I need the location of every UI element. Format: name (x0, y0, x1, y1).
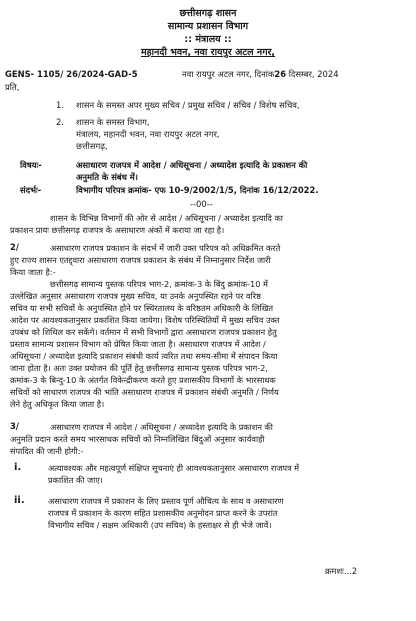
point-line: अत्यावश्यक और महत्वपूर्ण संक्षिप्त सूचनाएं ही आवश्यकतानुसार असाधारण राजपत्र में (48, 463, 300, 473)
prati-label: प्रति, (5, 82, 20, 92)
office-address: महानदी भवन, नवा रायपुर अटल नगर, (140, 47, 276, 58)
reference-number: GENS- 1105/ 26/2024-GAD-5 (5, 69, 138, 79)
ministry-title: :: मंत्रालय :: (184, 34, 232, 45)
subject-line-1: असाधारण राजपत्र में आदेश / अधिसूचना / अध्यादेश इत्यादि के प्रकाशन की (76, 160, 308, 170)
date-suffix: दिसम्बर, 2024 (288, 69, 339, 79)
recipient-2-number: 2. (56, 117, 64, 127)
para2-line: प्रस्ताव सामान्य प्रशासन विभाग को प्रेषित किया जाता है। असाधारण राजपत्र में आदेश / (10, 339, 266, 349)
point-i-number: i. (14, 462, 22, 473)
para3-number: 3/ (10, 421, 19, 431)
para2-number: 2/ (10, 242, 19, 252)
subject-label: विषयः- (20, 160, 42, 170)
para2-line: सचिवों को साधारण राजपत्र की भांति असाधारण राजपत्र में प्रकाशन संबंधी अनुमति / निर्णय (10, 387, 279, 397)
subject-line-2: अनुमति के संबंध में। (76, 172, 138, 182)
para2-line: हुए राज्य शासन एतद्द्वारा असाधारण राजपत्र प्रकाशन के संबंध में निम्नानुसार निर्देश जारी (10, 255, 271, 265)
intro-line: प्रकाशन प्रायः छत्तीसगढ़ राजपत्र के असाधारण अंकों में कराया जा रहा है। (10, 225, 225, 235)
intro-line: शासन के विभिन्न विभागों की ओर से आदेश / अधिसूचना / अध्यादेश इत्यादि का (50, 213, 283, 223)
paragraph-3 (10, 421, 402, 457)
para2-line: उपबंध को शिथिल कर सकेंगे। वर्तमान में सभी विभागों द्वारा असाधारण राजपत्र प्रकाशन हेतु (10, 327, 277, 337)
para2-line: क्रमांक-3 के बिन्दु-10 के अंतर्गत विकेन्द्रीकरण करते हुए प्रशासकीय विभागों के भारसाधक (10, 375, 276, 385)
para2-line: सचिव या सभी सचिवों के अनुपस्थित होने पर स्थिरतालय के वरिष्ठतम अधिकारी के लिखित (10, 303, 274, 313)
para2-line: अधिसूचना / अध्यादेश इत्यादि प्रकाशन संबंधी कार्य त्वरित तथा समय-सीमा में संपादन किया (10, 351, 278, 361)
reference-label: संदर्भः- (20, 185, 42, 195)
para3-line: अनुमति प्रदान करते समय भारसाधक सचिवों को निम्नलिखित बिंदुओं अनुसार कार्यवाही (10, 434, 265, 444)
recipient-1-number: 1. (56, 100, 64, 110)
para3-line: संपादित की जानी होगी:- (10, 446, 84, 456)
department-title: सामान्य प्रशासन विभाग (167, 21, 249, 32)
continued-marker: क्रमशः...2 (325, 566, 358, 576)
para2-line: उल्लेखित अनुसार असाधारण राजपत्र मुख्य सचिव, या उनके अनुपस्थित रहने पर वरिष्ठ (10, 291, 261, 301)
recipient-2-line-3: छत्तीसगढ़, (76, 141, 108, 151)
separator: --00-- (190, 199, 213, 209)
point-ii-text (48, 495, 403, 531)
reference-text: विभागीय परिपत्र क्रमांक- एफ 10-9/2002/1/5, दिनांक 16/12/2022. (76, 185, 319, 195)
recipient-1-text: शासन के समस्त अपर मुख्य सचिव / प्रमुख सचिव / सचिव / विशेष सचिव, (76, 100, 300, 110)
paragraph-2 (10, 242, 402, 410)
recipient-2-line-1: शासन के समस्त विभाग, (76, 117, 150, 127)
para2-line: आदेश पर आवश्यकतानुसार प्रकाशित किया जायेगा। विशेष परिस्थितियों में मुख्य सचिव उक्त (10, 315, 280, 325)
government-title: छत्तीसगढ़ शासन (179, 8, 237, 19)
para2-line: असाधारण राजपत्र प्रकाशन के संदर्भ में जारी उक्त परिपत्र को अधिक्रमित करते (50, 243, 281, 253)
point-line: प्रकाशित की जाए। (48, 475, 103, 485)
point-line: राजपत्र में प्रकाशन के कारण सहित प्रशासकीय अनुमोदन प्राप्त करने के उपरांत (48, 508, 278, 518)
recipient-2-line-2: मंत्रालय, महानदी भवन, नवा रायपुर अटल नगर, (76, 129, 220, 139)
date-prefix: नवा रायपुर अटल नगर, दिनांक (182, 69, 275, 79)
para2-line: छत्तीसगढ़ सामान्य पुस्तक परिपत्र भाग-2, क्रमांक-3 के बिंदु क्रमांक-10 में (50, 279, 268, 289)
point-line: असाधारण राजपत्र में प्रकाशन के लिए प्रस्ताव पूर्ण औचित्य के साथ व असाधारण (48, 496, 284, 506)
para2-line: जाना होता है। अतः उक्त प्रयोजन की पूर्ति हेतु छत्तीसगढ़ सामान्य पुस्तक परिपत्र भाग-2, (10, 363, 268, 373)
point-line: विभागीय सचिव / सक्षम अधिकारी (उप सचिव) के हस्ताक्षर से ही भेजे जावें। (48, 520, 272, 530)
para2-line: लेने हेतु अधिकृत किया जाता है। (10, 399, 105, 409)
intro-paragraph (10, 212, 400, 236)
para2-line: किया जाता है:- (10, 267, 56, 277)
point-ii-number: ii. (14, 495, 25, 506)
date-day: 26 (274, 69, 287, 79)
date-line (182, 69, 339, 80)
point-i-text (48, 462, 403, 486)
para3-line: असाधारण राजपत्र में आदेश / अधिसूचना / अध्यादेश इत्यादि के प्रकाशन की (50, 422, 273, 432)
